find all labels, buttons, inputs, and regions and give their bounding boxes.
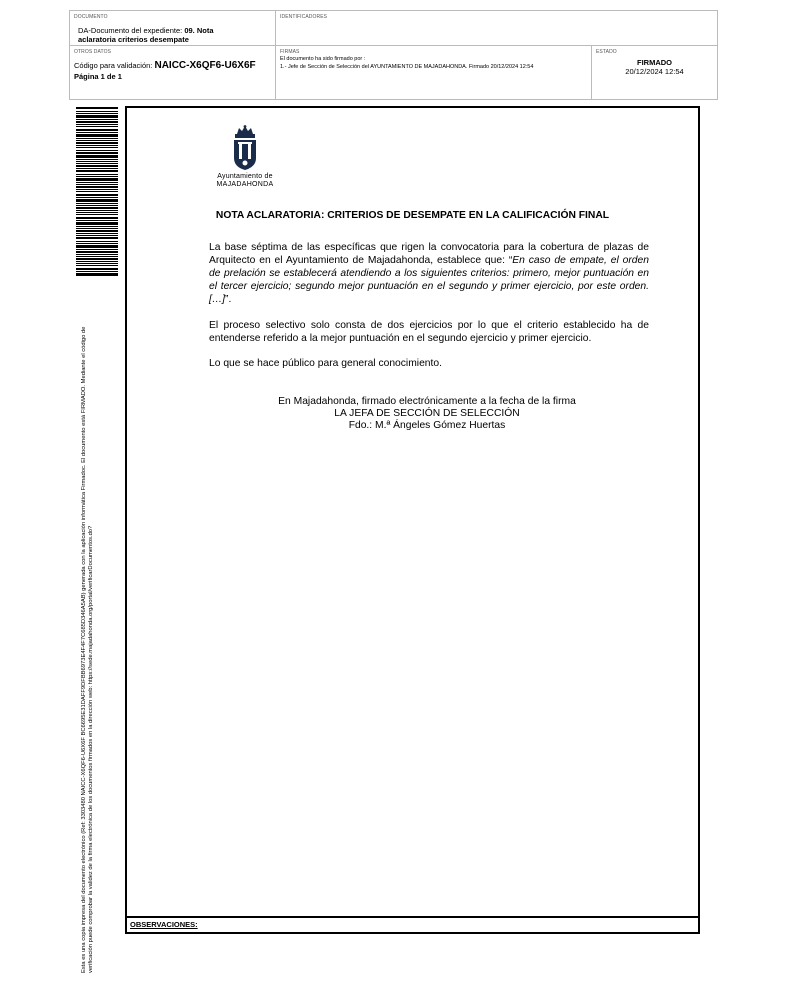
barcode-bar — [76, 207, 118, 209]
side-text-line-2: verificación puede comprobar la validez de la firma electrónica de los documentos firmados en la dirección web: https://sede.majadahonda.org/portal/verificarDocumentos.do? — [88, 525, 94, 973]
barcode-bar — [76, 228, 118, 229]
barcode-bar — [76, 256, 118, 257]
otros-datos-label: OTROS DATOS — [74, 49, 112, 55]
barcode-bar — [76, 271, 118, 272]
barcode-bar — [76, 199, 118, 202]
barcode-bar — [76, 258, 118, 260]
barcode-bar — [76, 194, 118, 196]
barcode-bar — [76, 142, 118, 144]
barcode-bar — [76, 107, 118, 109]
page-count: Página 1 de 1 — [74, 72, 122, 81]
barcode-bar — [76, 251, 118, 253]
barcode-bar — [76, 261, 118, 262]
identificadores-label: IDENTIFICADORES — [280, 14, 328, 20]
barcode-bar — [76, 268, 118, 270]
signature-block — [187, 396, 667, 432]
documento-cell — [70, 11, 276, 46]
barcode-bar — [76, 205, 118, 206]
barcode-bar — [76, 237, 118, 239]
barcode-bar — [76, 115, 118, 118]
barcode-bar — [76, 170, 118, 172]
barcode-bar — [76, 152, 118, 154]
document-header — [69, 10, 718, 100]
barcode-bar — [76, 168, 118, 169]
barcode-bar — [76, 163, 118, 164]
barcode-bar — [76, 220, 118, 221]
logo-line-2: MAJADAHONDA — [216, 181, 274, 188]
barcode-bar — [76, 124, 118, 125]
barcode-bar — [76, 178, 118, 181]
barcode-bar — [76, 186, 118, 188]
barcode-bar — [76, 249, 118, 250]
barcode-bar — [76, 189, 118, 190]
barcode-bar — [76, 140, 118, 141]
barcode-bar — [76, 138, 118, 139]
barcode-bar — [76, 147, 118, 148]
barcode-bar — [76, 241, 118, 242]
barcode-bar — [76, 245, 118, 248]
barcode-bar — [76, 161, 118, 162]
barcode-bar — [76, 132, 118, 133]
estado-date: 20/12/2024 12:54 — [625, 67, 684, 76]
barcode-bar — [76, 243, 118, 244]
firmas-cell — [276, 46, 592, 99]
barcode-bar — [76, 230, 118, 232]
barcode — [76, 107, 118, 277]
barcode-bar — [76, 134, 118, 137]
paragraph-1: La base séptima de las específicas que rigen la convocatoria para la cobertura de plazas de Arquitecto en el Ayuntamiento de Majadahonda, establece que: “En caso de empate, el orden de prelación se establecerá atendiendo a los siguientes criterios: primero, mejor puntuación en el tercer ejercicio; segundo mejor puntuación en el segundo y primer ejercicio, por este orden. […]”. — [209, 242, 649, 305]
firmas-line-1: El documento ha sido firmado por : — [280, 56, 366, 62]
barcode-bar — [76, 145, 118, 146]
barcode-bar — [76, 155, 118, 158]
barcode-bar — [76, 165, 118, 167]
barcode-bar — [76, 210, 118, 211]
firmas-line-2: 1.- Jefe de Sección de Selección del AYUNTAMIENTO DE MAJADAHONDA. Firmado 20/12/2024 12:54 — [280, 64, 534, 70]
barcode-bar — [76, 111, 118, 112]
barcode-bar — [76, 184, 118, 185]
barcode-bar — [76, 203, 118, 204]
side-text-line-1: Esta es una copia impresa del documento electrónico (Ref: 3303480 NAICC-X6QF6-U6X6F BC6695E31DAFF9DFBB6973E4F4F7C685D346A5AB) generada con la aplicación informática Firmadoc. El documento está FIRMADO. Mediante el código de — [81, 326, 87, 973]
barcode-bar — [76, 126, 118, 127]
barcode-bar — [76, 119, 118, 120]
coat-of-arms-icon — [230, 125, 260, 171]
barcode-bar — [76, 129, 118, 131]
documento-label: DOCUMENTO — [74, 14, 108, 20]
logo-line-1: Ayuntamiento de — [217, 173, 273, 180]
identificadores-cell — [276, 11, 717, 46]
barcode-bar — [76, 159, 118, 160]
barcode-bar — [76, 214, 118, 215]
validation-code: Código para validación: NAICC-X6QF6-U6X6F — [74, 60, 256, 71]
barcode-bar — [76, 265, 118, 266]
otros-datos-cell — [70, 46, 276, 99]
barcode-bar — [76, 273, 118, 276]
paragraph-3: Lo que se hace público para general conocimiento. — [209, 358, 442, 369]
estado-cell — [592, 46, 717, 99]
estado-value: FIRMADO — [637, 58, 672, 67]
signature-line-2: LA JEFA DE SECCIÓN DE SELECCIÓN — [334, 408, 520, 419]
barcode-bar — [76, 263, 118, 264]
signature-line-1: En Majadahonda, firmado electrónicamente a la fecha de la firma — [278, 396, 576, 407]
quoted-rule: En caso de empate, el orden de prelación se establecerá atendiendo a los siguientes criterios: primero, mejor puntuación en el tercer ejercicio; segundo mejor puntuación en el segundo y primer ejercicio, por este orden. […] — [209, 255, 649, 305]
barcode-bar — [76, 212, 118, 213]
observaciones-label: OBSERVACIONES: — [127, 916, 698, 932]
barcode-bar — [76, 254, 118, 255]
barcode-bar — [76, 235, 118, 236]
barcode-bar — [76, 176, 118, 177]
barcode-bar — [76, 191, 118, 192]
barcode-bar — [76, 174, 118, 175]
signature-line-3: Fdo.: M.ª Ángeles Gómez Huertas — [348, 420, 506, 431]
page-title: NOTA ACLARATORIA: CRITERIOS DE DESEMPATE EN LA CALIFICACIÓN FINAL — [215, 210, 610, 221]
barcode-bar — [76, 197, 118, 198]
barcode-bar — [76, 150, 118, 151]
barcode-bar — [76, 222, 118, 225]
barcode-bar — [76, 233, 118, 234]
firmas-label: FIRMAS — [280, 49, 300, 55]
verification-side-text — [81, 293, 95, 973]
barcode-bar — [76, 182, 118, 183]
barcode-bar — [76, 226, 118, 227]
estado-label: ESTADO — [596, 49, 617, 55]
documento-name: DA-Documento del expediente: 09. Nota aclaratoria criterios desempate — [78, 26, 214, 44]
paragraph-2: El proceso selectivo solo consta de dos ejercicios por lo que el criterio establecido ha de entenderse referido a la mejor puntuación en el segundo ejercicio y primer ejercicio. — [209, 320, 649, 344]
barcode-bar — [76, 121, 118, 123]
majadahonda-logo — [213, 125, 277, 197]
barcode-bar — [76, 113, 118, 114]
barcode-bar — [76, 217, 118, 219]
document-frame — [125, 106, 700, 934]
